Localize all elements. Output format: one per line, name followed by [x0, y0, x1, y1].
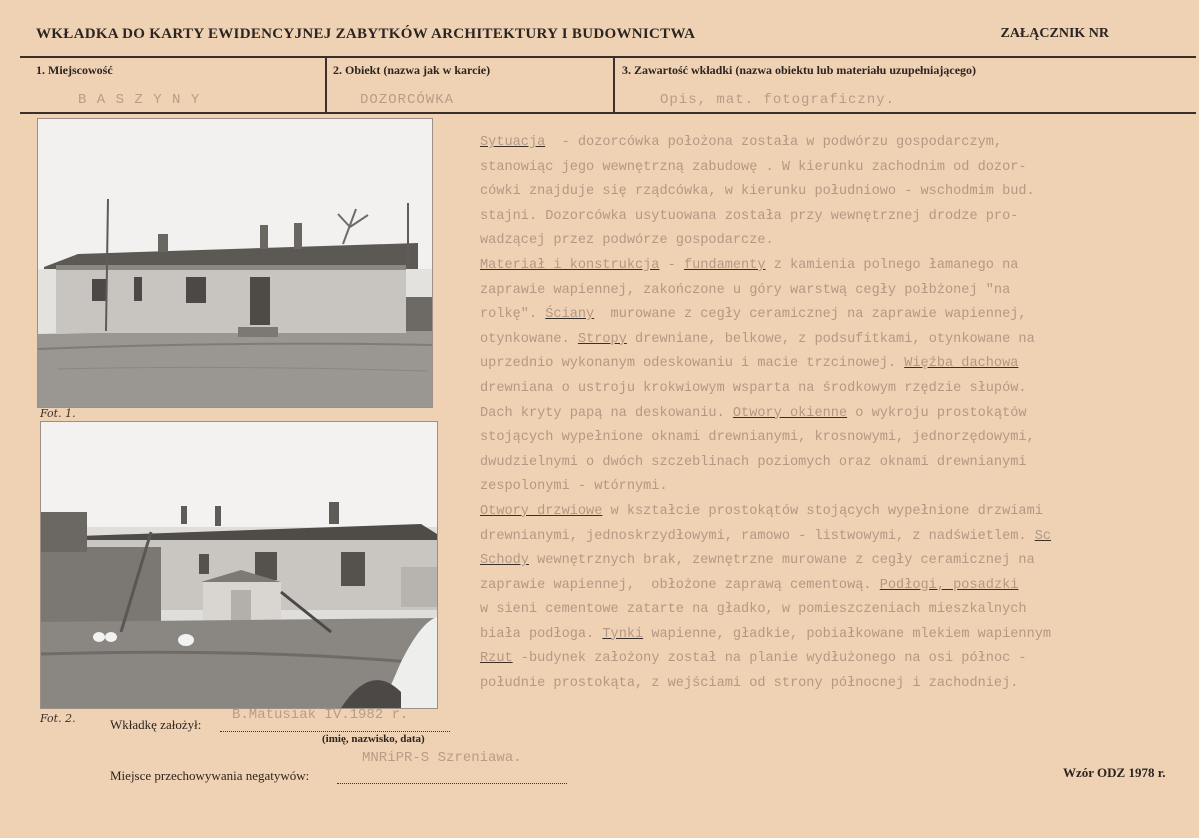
description-segment: Dach kryty papą na deskowaniu. [480, 405, 733, 421]
section-heading: Rzut [480, 651, 513, 667]
description-line [480, 328, 1180, 353]
description-segment: o wykroju prostokątów [847, 405, 1027, 421]
field-divider-2 [613, 56, 615, 113]
description-segment: rolkę". [480, 307, 546, 323]
section-heading: Otwory okienne [732, 405, 848, 421]
photo-2-caption: Fot. 2. [40, 712, 76, 725]
description-line [480, 254, 1180, 279]
description-line [480, 352, 1180, 377]
storage-line [337, 783, 567, 784]
description-line [480, 426, 1180, 451]
description-segment: otynkowane. [480, 331, 578, 347]
object-label: 2. Obiekt (nazwa jak w karcie) [333, 63, 491, 77]
description-segment: wewnętrznych brak, zewnętrzne murowane z cegły ceramicznej na [528, 553, 1035, 569]
section-heading: Podłogi, posadzki [879, 577, 1019, 593]
section-heading: Otwory drzwiowe [480, 503, 603, 519]
section-heading: fundamenty [683, 257, 766, 273]
storage-value: MNRiPR-S Szreniawa. [362, 750, 522, 766]
description-segment: biała podłoga. [480, 626, 603, 642]
photo-1 [37, 118, 433, 408]
description-line [480, 229, 1180, 254]
place-value: B A S Z Y N Y [78, 92, 201, 108]
storage-label: Miejsce przechowywania negatywów: [110, 768, 310, 783]
description-line [480, 598, 1180, 623]
description-segment: stanowiąc jego wewnętrzną zabudowę . W kierunku zachodnim od dozor- [480, 159, 1027, 175]
section-heading: Sytuacja [480, 135, 546, 150]
description-segment: zaprawie wapiennej, zakończone u góry warstwą cegły połbżonej "na [480, 282, 1011, 298]
photo-1-caption: Fot. 1. [40, 407, 76, 420]
description-segment: - dozorcówka położona została w podwórzu gospodarczym, [545, 135, 1003, 150]
section-heading: Sc [1034, 528, 1052, 544]
description-segment: wadzącej przez podwórze gospodarcze. [480, 233, 774, 249]
description-line [480, 647, 1180, 672]
section-heading: Stropy [577, 331, 627, 347]
fields-rule [20, 112, 1196, 114]
contents-label: 3. Zawartość wkładki (nazwa obiektu lub materiału uzupełniającego) [622, 63, 977, 77]
description-line [480, 623, 1180, 648]
description-segment: południe prostokąta, z wejściami od strony północnej i zachodniej. [480, 676, 1019, 692]
description-line [480, 525, 1180, 550]
description-segment: drewnianymi, jednoskrzydłowymi, ramowo - listwowymi, z nadświetlem. [480, 528, 1035, 544]
annex-label: ZAŁĄCZNIK NR [1000, 26, 1109, 41]
description-line [480, 279, 1180, 304]
object-value: DOZORCÓWKA [360, 92, 455, 108]
description-segment: drewniana o ustroju krokwiowym wsparta na środkowym rzędzie słupów. [480, 380, 1027, 396]
contents-value: Opis, mat. fotograficzny. [660, 92, 896, 108]
description-line [480, 205, 1180, 230]
description-segment: z kamienia polnego łamanego na [765, 257, 1019, 273]
description-line [480, 402, 1180, 427]
author-hint: (imię, nazwisko, data) [322, 733, 425, 745]
section-heading: Więźba dachowa [904, 356, 1019, 372]
description-line [480, 156, 1180, 181]
description-line [480, 475, 1180, 500]
author-value: B.Matusiak IV.1982 r. [232, 707, 409, 723]
form-model: Wzór ODZ 1978 r. [1063, 765, 1166, 780]
description-line [480, 549, 1180, 574]
author-line [220, 731, 450, 732]
description-segment: stajni. Dozorcówka usytuowana została przy wewnętrznej drodze pro- [480, 208, 1019, 224]
description-text [480, 131, 1180, 697]
header-rule [20, 56, 1196, 58]
description-line [480, 131, 1180, 156]
description-segment: w kształcie prostokątów stojących wypełnione drzwiami [602, 503, 1043, 519]
section-heading: Materiał i konstrukcja [480, 257, 660, 273]
description-segment: zespolonymi - wtórnymi. [480, 479, 668, 495]
description-segment: -budynek założony został na planie wydłużonego na osi północ - [512, 651, 1027, 667]
author-label: Wkładkę założył: [110, 717, 202, 732]
description-line [480, 303, 1180, 328]
description-line [480, 377, 1180, 402]
description-line [480, 180, 1180, 205]
description-segment: murowane z cegły ceramicznej na zaprawie wapiennej, [594, 307, 1027, 323]
description-line [480, 500, 1180, 525]
description-segment: uprzednio wykonanym odeskowaniu i macie trzcinowej. [480, 356, 905, 372]
section-heading: Ściany [545, 307, 595, 323]
section-heading: Tynki [602, 626, 644, 642]
place-label: 1. Miejscowość [36, 63, 113, 77]
description-segment: w sieni cementowe zatarte na gładko, w pomieszczeniach mieszkalnych [480, 602, 1027, 618]
description-line [480, 574, 1180, 599]
description-line [480, 451, 1180, 476]
document-title: WKŁADKA DO KARTY EWIDENCYJNEJ ZABYTKÓW ARCHITEKTURY I BUDOWNICTWA [36, 26, 696, 42]
description-segment: stojących wypełnione oknami drewnianymi, krosnowymi, jednorzędowymi, [480, 430, 1035, 446]
section-heading: Schody [480, 553, 529, 569]
description-segment: zaprawie wapiennej, obłożone zaprawą cementową. [480, 577, 880, 593]
photo-2 [40, 421, 438, 709]
description-segment: cówki znajduje się rządcówka, w kierunku południowo - wschodmim bud. [480, 184, 1035, 200]
description-segment: drewniane, belkowe, z podsufitkami, otynkowane na [626, 331, 1035, 347]
description-segment: dwudzielnymi o dwóch szczeblinach poziomych oraz oknami drewnianymi [480, 454, 1027, 470]
description-segment: wapienne, gładkie, pobiałkowane mlekiem wapiennym [643, 626, 1052, 642]
description-segment: - [659, 257, 684, 273]
field-divider-1 [325, 56, 327, 113]
description-line [480, 672, 1180, 697]
